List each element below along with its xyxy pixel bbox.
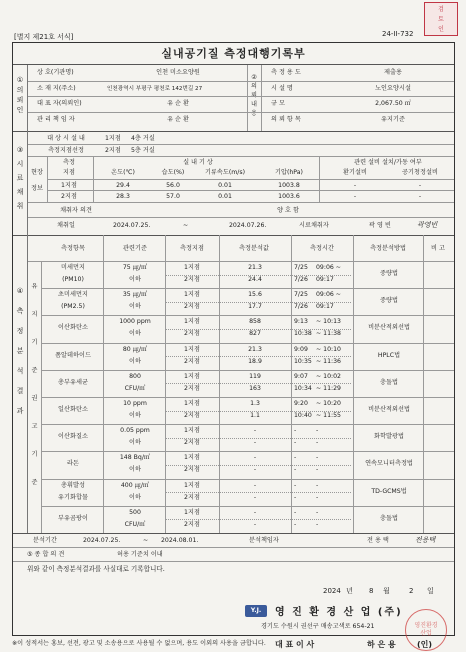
target-count: 1지점 bbox=[105, 135, 121, 142]
sampler-name: 곽 영 빈 bbox=[369, 222, 391, 229]
company-seal: 영진환경 산업 bbox=[405, 609, 447, 651]
sampling-period-sep: ~ bbox=[183, 222, 189, 229]
item-value-2: 163 bbox=[249, 384, 261, 392]
col-item: 측정항목 bbox=[61, 245, 85, 252]
item-point-1: 1지점 bbox=[184, 291, 200, 299]
section-request-label: ② 의 뢰 내 용 bbox=[251, 74, 257, 117]
section-results-label: ④ 측 정 분 석 결 과 bbox=[13, 235, 28, 533]
item-point-2: 2지점 bbox=[184, 493, 200, 501]
item-time-2-end: - bbox=[316, 439, 319, 447]
item-standard: 10 ppm bbox=[123, 400, 147, 407]
section-client-label: ① 의 뢰 인 bbox=[13, 65, 28, 131]
date-day: 2 bbox=[409, 587, 414, 595]
item-value-2: 1.1 bbox=[250, 412, 260, 419]
item-name: 미세먼지 bbox=[61, 264, 85, 271]
col-time: 측정시간 bbox=[310, 245, 334, 252]
item-value-2: 24.4 bbox=[248, 276, 262, 283]
row2-purifier: - bbox=[418, 193, 422, 200]
vent-col-purifier: 공기청정설비 bbox=[402, 169, 438, 176]
item-value-1: - bbox=[253, 454, 257, 462]
item-method: 연속모니터측정법 bbox=[365, 460, 413, 468]
item-standard-unit: 이하 bbox=[129, 466, 141, 474]
item-value-2: - bbox=[253, 520, 257, 528]
item-time-1-end: 09:06 ~ bbox=[316, 291, 341, 299]
item-standard: 1000 ppm bbox=[119, 318, 151, 326]
item-point-1: 1지점 bbox=[184, 454, 200, 462]
item-standard-unit: 이하 bbox=[129, 330, 141, 338]
client-rep-label: 대 표 자(의뢰인) bbox=[37, 100, 82, 107]
item-point-1: 1지점 bbox=[184, 264, 200, 271]
item-standard-unit: 이하 bbox=[129, 357, 141, 365]
item-time-2-start: - bbox=[294, 493, 297, 501]
client-addr-label: 소 재 지(주소) bbox=[37, 85, 76, 92]
col-standard: 관련기준 bbox=[123, 245, 147, 252]
analysis-period-to: 2024.08.01. bbox=[161, 537, 199, 544]
item-time-1-start: - bbox=[294, 481, 297, 489]
item-time-1-start: 9:20 bbox=[294, 400, 308, 407]
analysis-period-label: 분석기간 bbox=[33, 537, 57, 544]
analysis-period-from: 2024.07.25. bbox=[83, 537, 121, 544]
item-standard: 0.05 ppm bbox=[120, 427, 150, 435]
item-standard-unit: 이하 bbox=[129, 412, 141, 419]
client-representative: 유 순 환 bbox=[167, 100, 189, 107]
item-standard-unit: 이하 bbox=[129, 276, 141, 283]
col-point: 측정지점 bbox=[180, 245, 204, 252]
item-value-2: 827 bbox=[249, 330, 261, 338]
item-time-2-start: 10:34 bbox=[294, 384, 312, 392]
row1-air: 0.01 bbox=[218, 182, 232, 189]
item-value-1: 858 bbox=[249, 318, 261, 326]
request-facility: 노인요양시설 bbox=[375, 85, 411, 92]
sampler-signature: 곽영빈 bbox=[417, 221, 438, 229]
company-logo: Y.J. bbox=[245, 605, 267, 617]
row2-vent: - bbox=[353, 193, 357, 200]
date-month-unit: 월 bbox=[383, 587, 390, 595]
client-manager: 유 순 환 bbox=[167, 116, 189, 123]
item-time-2-start: 7/26 bbox=[294, 303, 308, 311]
point-place: 5층 거실 bbox=[131, 147, 155, 154]
item-time-2-end: 09:17 bbox=[316, 303, 334, 311]
target-label: 대 상 시 설 내 bbox=[47, 135, 85, 142]
form-number: [별지 제21호 서식] bbox=[14, 33, 74, 41]
item-name: 초미세먼지 bbox=[58, 291, 88, 299]
client-name-label: 상 호(기관명) bbox=[37, 69, 74, 76]
date-month: 8 bbox=[369, 587, 374, 595]
item-time-1-start: 9:09 bbox=[294, 345, 308, 353]
field-label: 현장 bbox=[31, 169, 43, 176]
item-time-2-end: - bbox=[316, 493, 319, 501]
item-standard-unit: 이하 bbox=[129, 303, 141, 311]
document-title: 실내공기질 측정대행기록부 bbox=[13, 43, 454, 65]
company-rep-seal: (인) bbox=[417, 640, 433, 649]
spot-header: 측정 bbox=[63, 159, 75, 166]
item-value-2: - bbox=[253, 493, 257, 501]
item-time-1-start: 9:13 bbox=[294, 318, 308, 326]
item-name: 총휘발성 bbox=[61, 481, 85, 489]
item-method: 중량법 bbox=[380, 270, 398, 277]
item-point-2: 2지점 bbox=[184, 303, 200, 311]
item-standard-unit: CFU/㎥ bbox=[124, 384, 146, 392]
item-time-1-end: ~ 10:13 bbox=[316, 318, 341, 326]
item-value-2: 17.7 bbox=[248, 303, 262, 311]
item-time-2-end: ~ 11:29 bbox=[316, 384, 341, 392]
company-name: 영 진 환 경 산 업 (주) bbox=[275, 607, 403, 618]
item-point-1: 1지점 bbox=[184, 481, 200, 489]
analyst-name: 전 용 택 bbox=[367, 537, 389, 544]
item-value-1: 1.3 bbox=[250, 400, 260, 407]
item-time-2-start: 7/26 bbox=[294, 276, 308, 283]
item-point-2: 2지점 bbox=[184, 439, 200, 447]
info-label: 정보 bbox=[31, 185, 43, 192]
item-method: TD-GCMS법 bbox=[371, 487, 407, 495]
point-label: 측정지점선정 bbox=[48, 147, 84, 154]
statement: 위와 같이 측정분석결과를 사실대로 기록합니다. bbox=[27, 565, 165, 573]
item-name-sub: 유기화합물 bbox=[58, 493, 88, 501]
row1-spot: 1지점 bbox=[61, 182, 77, 189]
item-name-sub: (PM2.5) bbox=[61, 303, 85, 311]
section-sampling-label: ③ 시 료 채 취 bbox=[13, 131, 28, 235]
section-standards-label: 유 지 기 준 권 고 기 준 bbox=[31, 283, 38, 486]
item-standard: 148 Bq/㎥ bbox=[119, 454, 151, 462]
env-col-air: 기류속도(m/s) bbox=[204, 169, 246, 176]
item-point-2: 2지점 bbox=[184, 384, 200, 392]
env-col-press: 기압(hPa) bbox=[275, 169, 303, 176]
item-method: 중량법 bbox=[380, 297, 398, 305]
item-method: 화학발광법 bbox=[374, 433, 404, 441]
item-standard-unit: 이하 bbox=[129, 439, 141, 447]
item-standard: 500 bbox=[129, 508, 141, 516]
footer-note: ※이 성적서는 홍보, 선전, 광고 및 소송용으로 사용될 수 없으며, 용도 이외의 사용을 금합니다. bbox=[12, 640, 266, 647]
row2-spot: 2지점 bbox=[61, 193, 77, 200]
item-time-2-start: - bbox=[294, 520, 297, 528]
item-value-1: - bbox=[253, 481, 257, 489]
request-use-label: 측 정 용 도 bbox=[271, 69, 301, 76]
item-standard: 75 ㎍/㎥ bbox=[122, 264, 148, 271]
opinion-text: 양 호 함 bbox=[277, 207, 299, 214]
item-time-1-start: 7/25 bbox=[294, 264, 308, 271]
item-time-2-end: ~ 11:38 bbox=[316, 330, 341, 338]
env-col-temp: 온도(℃) bbox=[111, 169, 135, 176]
item-name: 일산화탄소 bbox=[58, 406, 88, 413]
item-name-sub: (PM10) bbox=[62, 276, 84, 283]
item-method: 충돌법 bbox=[380, 378, 398, 386]
request-content-label: 의 뢰 항 목 bbox=[271, 116, 301, 123]
item-value-1: 119 bbox=[249, 372, 261, 380]
item-value-1: 15.6 bbox=[248, 291, 262, 299]
item-time-2-end: - bbox=[316, 520, 319, 528]
item-name: 이산화질소 bbox=[58, 433, 88, 441]
item-time-1-end: ~ 10:10 bbox=[316, 345, 341, 353]
date-year: 2024 bbox=[323, 587, 341, 595]
item-name: 부유곰팡이 bbox=[58, 514, 88, 522]
item-time-1-start: 9:07 bbox=[294, 372, 308, 380]
item-standard: 800 bbox=[129, 372, 141, 380]
client-manager-label: 관 리 책 임 자 bbox=[37, 116, 75, 123]
item-name: 총부유세균 bbox=[58, 378, 88, 386]
spot-header-2: 지점 bbox=[63, 169, 75, 176]
item-time-2-start: 10:40 bbox=[294, 412, 312, 419]
row2-hum: 57.0 bbox=[166, 193, 180, 200]
item-name: 이산화탄소 bbox=[58, 324, 88, 332]
approval-stamp: 검 토 인 bbox=[424, 2, 458, 36]
point-count: 2지점 bbox=[105, 147, 121, 154]
request-facility-label: 시 설 명 bbox=[271, 85, 293, 92]
opinion-label: 채취자 의견 bbox=[60, 207, 92, 214]
item-standard: 35 ㎍/㎥ bbox=[122, 291, 148, 299]
sampler-label: 시료채취자 bbox=[299, 222, 329, 229]
item-time-1-end: - bbox=[316, 454, 319, 462]
item-point-1: 1지점 bbox=[184, 372, 200, 380]
env-header: 실 내 기 상 bbox=[183, 159, 213, 166]
item-value-1: 21.3 bbox=[248, 264, 262, 271]
item-time-1-end: ~ 10:02 bbox=[316, 372, 341, 380]
sampling-period-label: 채취일 bbox=[57, 222, 75, 229]
item-method: HPLC법 bbox=[377, 351, 401, 359]
document-number: 24-II-732 bbox=[382, 30, 414, 38]
item-time-1-end: - bbox=[316, 481, 319, 489]
vent-header: 관련 설비 설치/가동 여부 bbox=[354, 159, 422, 166]
item-method: 충돌법 bbox=[380, 514, 398, 522]
request-content: 유지기준 bbox=[381, 116, 405, 123]
item-time-1-end: - bbox=[316, 508, 319, 516]
item-time-2-end: 09:17 bbox=[316, 276, 334, 283]
item-time-1-start: - bbox=[294, 427, 297, 435]
item-time-2-end: ~ 11:36 bbox=[316, 357, 341, 365]
item-method: 비분산적외선법 bbox=[368, 406, 410, 413]
request-scale: 2,067.50 ㎡ bbox=[375, 100, 411, 107]
request-scale-label: 규 모 bbox=[271, 100, 285, 107]
sampling-period-to: 2024.07.26. bbox=[229, 222, 267, 229]
col-method: 측정분석방법 bbox=[370, 245, 406, 252]
row1-hum: 56.0 bbox=[166, 182, 180, 189]
item-time-1-end: 09:06 ~ bbox=[316, 264, 341, 271]
target-place: 4층 거실 bbox=[131, 135, 155, 142]
item-time-2-end: - bbox=[316, 466, 319, 474]
client-address: 인천광역시 부평구 평천로 142번길 27 bbox=[107, 86, 203, 92]
item-point-2: 2지점 bbox=[184, 357, 200, 365]
item-time-2-start: 10:38 bbox=[294, 330, 312, 338]
item-time-2-start: 10:35 bbox=[294, 357, 312, 365]
row2-press: 1003.6 bbox=[278, 193, 300, 200]
row1-vent: - bbox=[353, 182, 357, 189]
date-year-unit: 년 bbox=[346, 587, 353, 595]
item-value-2: 18.9 bbox=[248, 357, 262, 365]
vent-col-ventilation: 환기설비 bbox=[343, 169, 367, 176]
col-value: 측정분석값 bbox=[239, 245, 269, 252]
item-standard: 80 ㎍/㎥ bbox=[122, 345, 148, 353]
item-time-1-start: - bbox=[294, 454, 297, 462]
item-point-1: 1지점 bbox=[184, 400, 200, 407]
item-standard-unit: CFU/㎥ bbox=[124, 520, 146, 528]
company-rep-label: 대 표 이 사 bbox=[275, 640, 315, 649]
item-value-2: - bbox=[253, 466, 257, 474]
item-value-1: 21.3 bbox=[248, 345, 262, 353]
row1-temp: 29.4 bbox=[116, 182, 130, 189]
item-value-1: - bbox=[253, 508, 257, 516]
item-point-2: 2지점 bbox=[184, 466, 200, 474]
item-time-2-start: - bbox=[294, 466, 297, 474]
company-address: 경기도 수원시 권선구 매송고색로 654-21 bbox=[261, 623, 375, 630]
item-point-1: 1지점 bbox=[184, 508, 200, 516]
item-point-2: 2지점 bbox=[184, 330, 200, 338]
item-point-2: 2지점 bbox=[184, 412, 200, 419]
analysis-period-sep: ~ bbox=[143, 537, 149, 544]
request-use: 제출용 bbox=[384, 69, 402, 76]
summary-label: ⑤ 종 합 의 견 bbox=[27, 551, 65, 558]
item-point-2: 2지점 bbox=[184, 520, 200, 528]
company-rep-name: 하 은 용 bbox=[367, 640, 396, 649]
item-time-1-end: - bbox=[316, 427, 319, 435]
item-standard-unit: 이하 bbox=[129, 493, 141, 501]
summary-text: 허용 기준치 이내 bbox=[117, 551, 163, 558]
item-method: 비분산적외선법 bbox=[368, 324, 410, 332]
item-time-1-end: ~ 10:20 bbox=[316, 400, 341, 407]
col-note: 비 고 bbox=[431, 245, 445, 252]
analyst-signature: 전용택 bbox=[415, 536, 436, 544]
item-point-1: 1지점 bbox=[184, 427, 200, 435]
item-value-1: - bbox=[253, 427, 257, 435]
item-value-2: - bbox=[253, 439, 257, 447]
client-name: 인천 미소요양원 bbox=[156, 69, 200, 76]
item-standard: 400 ㎍/㎥ bbox=[120, 481, 150, 489]
item-point-2: 2지점 bbox=[184, 276, 200, 283]
item-point-1: 1지점 bbox=[184, 318, 200, 326]
item-time-1-start: - bbox=[294, 508, 297, 516]
row1-press: 1003.8 bbox=[278, 182, 300, 189]
row2-air: 0.01 bbox=[218, 193, 232, 200]
item-name: 라돈 bbox=[67, 460, 79, 468]
item-time-2-end: ~ 11:55 bbox=[316, 412, 341, 419]
item-time-2-start: - bbox=[294, 439, 297, 447]
analyst-label: 분석책임자 bbox=[249, 537, 279, 544]
item-point-1: 1지점 bbox=[184, 345, 200, 353]
row1-purifier: - bbox=[418, 182, 422, 189]
item-name: 폼알데하이드 bbox=[55, 351, 91, 359]
sampling-period-from: 2024.07.25. bbox=[113, 222, 151, 229]
date-day-unit: 일 bbox=[427, 587, 434, 595]
row2-temp: 28.3 bbox=[116, 193, 130, 200]
env-col-hum: 습도(%) bbox=[161, 169, 185, 176]
item-time-1-start: 7/25 bbox=[294, 291, 308, 299]
